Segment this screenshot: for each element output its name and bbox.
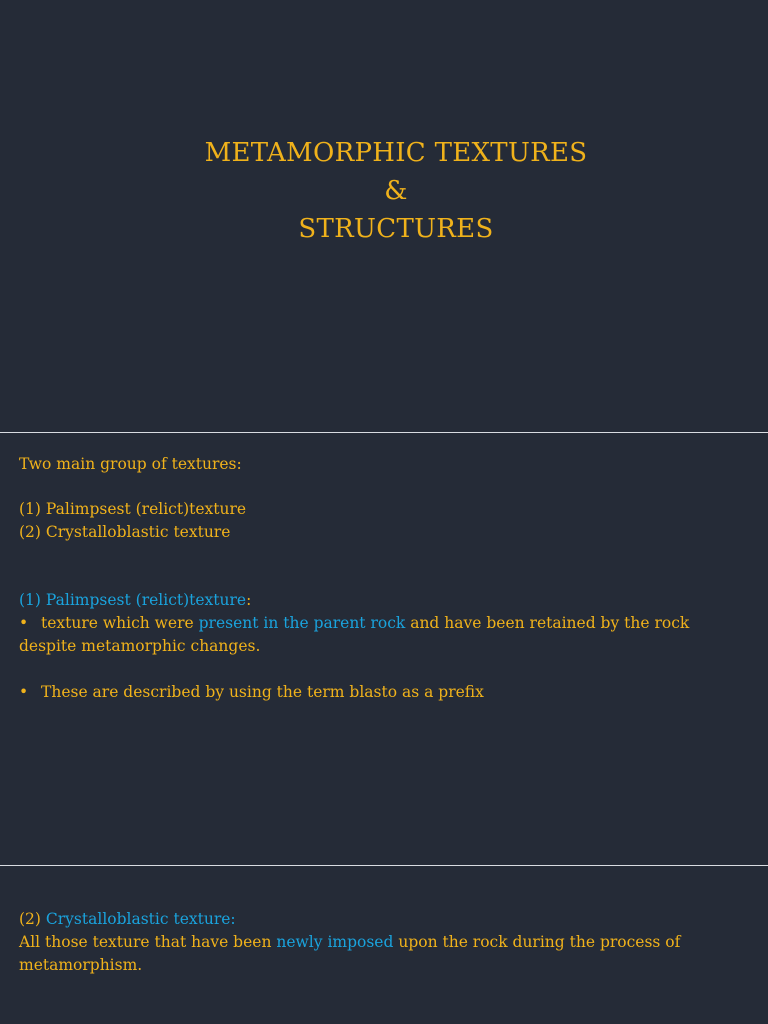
bullet-1 — [19, 612, 708, 635]
group-item-2: (2) Crystalloblastic texture — [19, 523, 231, 541]
definition-highlight: newly imposed — [276, 933, 394, 951]
bullet-2 — [19, 681, 708, 704]
crystalloblastic-slide — [0, 866, 768, 1024]
group-item-1: (1) Palimpsest (relict)texture — [19, 500, 247, 518]
section-title: Palimpsest (relict)texture — [45, 591, 247, 609]
title-slide — [0, 0, 768, 432]
definition-line-1 — [19, 931, 708, 954]
bullet-marker: • — [19, 683, 29, 701]
title-line-3: STRUCTURES — [298, 214, 494, 244]
bullet-1-highlight: present in the parent rock — [198, 614, 406, 632]
definition-line-2: metamorphism. — [19, 956, 143, 974]
bullet-1-suffix: and have been retained by the rock — [405, 614, 690, 632]
section-number: (2) — [19, 910, 41, 928]
title-line-1: METAMORPHIC TEXTURES — [204, 138, 588, 168]
section-title: Crystalloblastic texture: — [45, 910, 236, 928]
section-heading — [19, 589, 708, 612]
section-number: (1) — [19, 591, 41, 609]
bullet-1-continuation: despite metamorphic changes. — [19, 637, 261, 655]
bullet-1-prefix: texture which were — [41, 614, 199, 632]
crystalloblastic-content — [19, 908, 708, 977]
title-line-2: & — [384, 176, 408, 206]
groups-heading: Two main group of textures: — [19, 455, 242, 473]
textures-slide — [0, 433, 768, 865]
definition-prefix: All those texture that have been — [19, 933, 277, 951]
bullet-marker: • — [19, 614, 29, 632]
textures-content — [19, 453, 708, 704]
bullet-2-text: These are described by using the term blasto as a prefix — [41, 683, 484, 701]
section-heading — [19, 908, 708, 931]
slide-title — [0, 134, 768, 248]
section-colon: : — [246, 591, 252, 609]
definition-suffix: upon the rock during the process of — [393, 933, 681, 951]
